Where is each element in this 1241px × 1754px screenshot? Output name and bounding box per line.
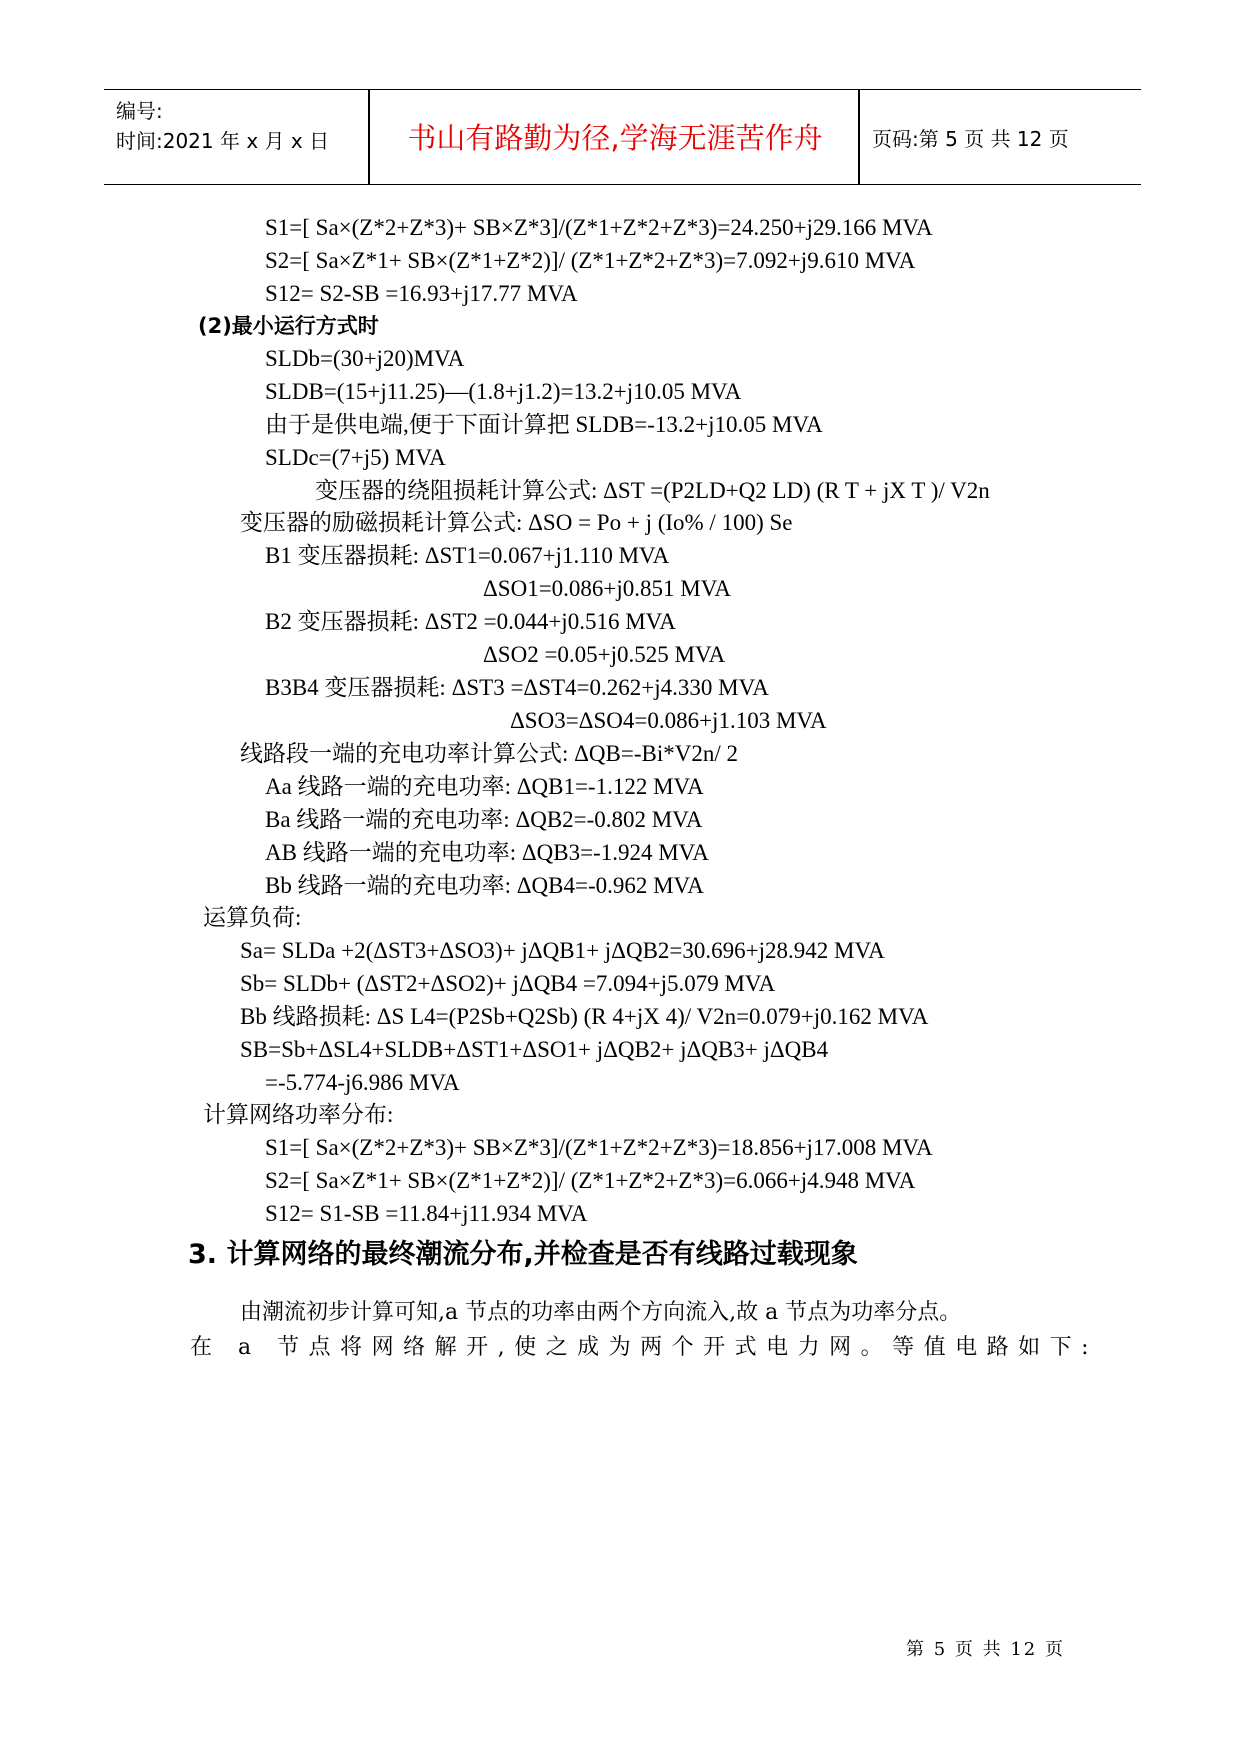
formula-line: S12= S1-SB =11.84+j11.934 MVA bbox=[265, 1201, 588, 1226]
formula-line: 线路段一端的充电功率计算公式: ΔQB=-Bi*V2n/ 2 bbox=[240, 741, 738, 766]
header-divider bbox=[368, 90, 370, 184]
formula-line: B2 变压器损耗: ΔST2 =0.044+j0.516 MVA bbox=[265, 609, 676, 634]
formula-line: Bb 线路一端的充电功率: ΔQB4=-0.962 MVA bbox=[265, 873, 704, 898]
formula-line: ΔSO1=0.086+j0.851 MVA bbox=[483, 576, 731, 601]
formula-line: Aa 线路一端的充电功率: ΔQB1=-1.122 MVA bbox=[265, 774, 704, 799]
formula-line: 变压器的励磁损耗计算公式: ΔSO = Po + j (Io% / 100) Se bbox=[240, 510, 793, 535]
header-meta bbox=[116, 96, 360, 156]
paragraph-line: 在 a 节点将网络解开,使之成为两个开式电力网。等值电路如下: bbox=[190, 1335, 1099, 1360]
formula-line: S12= S2-SB =16.93+j17.77 MVA bbox=[265, 281, 578, 306]
formula-line: 运算负荷: bbox=[203, 905, 302, 930]
formula-line: Ba 线路一端的充电功率: ΔQB2=-0.802 MVA bbox=[265, 807, 703, 832]
formula-line: Sa= SLDa +2(ΔST3+ΔSO3)+ jΔQB1+ jΔQB2=30.696+j28.942 MVA bbox=[240, 938, 885, 963]
header-motto: 书山有路勤为径,学海无涯苦作舟 bbox=[407, 121, 823, 155]
formula-line: S2=[ Sa×Z*1+ SB×(Z*1+Z*2)]/ (Z*1+Z*2+Z*3)=7.092+j9.610 MVA bbox=[265, 248, 916, 273]
formula-line: SLDb=(30+j20)MVA bbox=[265, 346, 465, 371]
formula-line: SLDB=(15+j11.25)—(1.8+j1.2)=13.2+j10.05 MVA bbox=[265, 379, 742, 404]
formula-line: 由于是供电端,便于下面计算把 SLDB=-13.2+j10.05 MVA bbox=[265, 412, 823, 437]
header-divider bbox=[858, 90, 860, 184]
formula-line: 计算网络功率分布: bbox=[203, 1102, 394, 1127]
formula-line: =-5.774-j6.986 MVA bbox=[265, 1070, 460, 1095]
subsection-heading: (2)最小运行方式时 bbox=[198, 314, 379, 338]
page-footer: 第 5 页 共 12 页 bbox=[906, 1639, 1065, 1660]
formula-line: B3B4 变压器损耗: ΔST3 =ΔST4=0.262+j4.330 MVA bbox=[265, 675, 769, 700]
formula-line: S1=[ Sa×(Z*2+Z*3)+ SB×Z*3]/(Z*1+Z*2+Z*3)=18.856+j17.008 MVA bbox=[265, 1135, 933, 1160]
formula-line: ΔSO3=ΔSO4=0.086+j1.103 MVA bbox=[510, 708, 827, 733]
paragraph-line: 由潮流初步计算可知,a 节点的功率由两个方向流入,故 a 节点为功率分点。 bbox=[240, 1300, 962, 1325]
formula-line: S1=[ Sa×(Z*2+Z*3)+ SB×Z*3]/(Z*1+Z*2+Z*3)=24.250+j29.166 MVA bbox=[265, 215, 933, 240]
section-heading: 3. 计算网络的最终潮流分布,并检查是否有线路过载现象 bbox=[188, 1239, 858, 1270]
header-page-label: 页码:第 5 页 共 12 页 bbox=[872, 127, 1069, 151]
formula-line: ΔSO2 =0.05+j0.525 MVA bbox=[483, 642, 726, 667]
number-label: 编号: bbox=[116, 99, 163, 123]
formula-line: 变压器的绕阻损耗计算公式: ΔST =(P2LD+Q2 LD) (R T + jX T )/ V2n bbox=[315, 478, 990, 503]
page-header bbox=[104, 89, 1141, 185]
formula-line: SB=Sb+ΔSL4+SLDB+ΔST1+ΔSO1+ jΔQB2+ jΔQB3+ jΔQB4 bbox=[240, 1037, 829, 1062]
formula-line: Bb 线路损耗: ΔS L4=(P2Sb+Q2Sb) (R 4+jX 4)/ V2n=0.079+j0.162 MVA bbox=[240, 1004, 929, 1029]
formula-line: Sb= SLDb+ (ΔST2+ΔSO2)+ jΔQB4 =7.094+j5.079 MVA bbox=[240, 971, 776, 996]
formula-line: SLDc=(7+j5) MVA bbox=[265, 445, 446, 470]
formula-line: S2=[ Sa×Z*1+ SB×(Z*1+Z*2)]/ (Z*1+Z*2+Z*3)=6.066+j4.948 MVA bbox=[265, 1168, 916, 1193]
formula-line: AB 线路一端的充电功率: ΔQB3=-1.924 MVA bbox=[265, 840, 709, 865]
time-label: 时间:2021 年 x 月 x 日 bbox=[116, 129, 330, 153]
formula-line: B1 变压器损耗: ΔST1=0.067+j1.110 MVA bbox=[265, 543, 670, 568]
